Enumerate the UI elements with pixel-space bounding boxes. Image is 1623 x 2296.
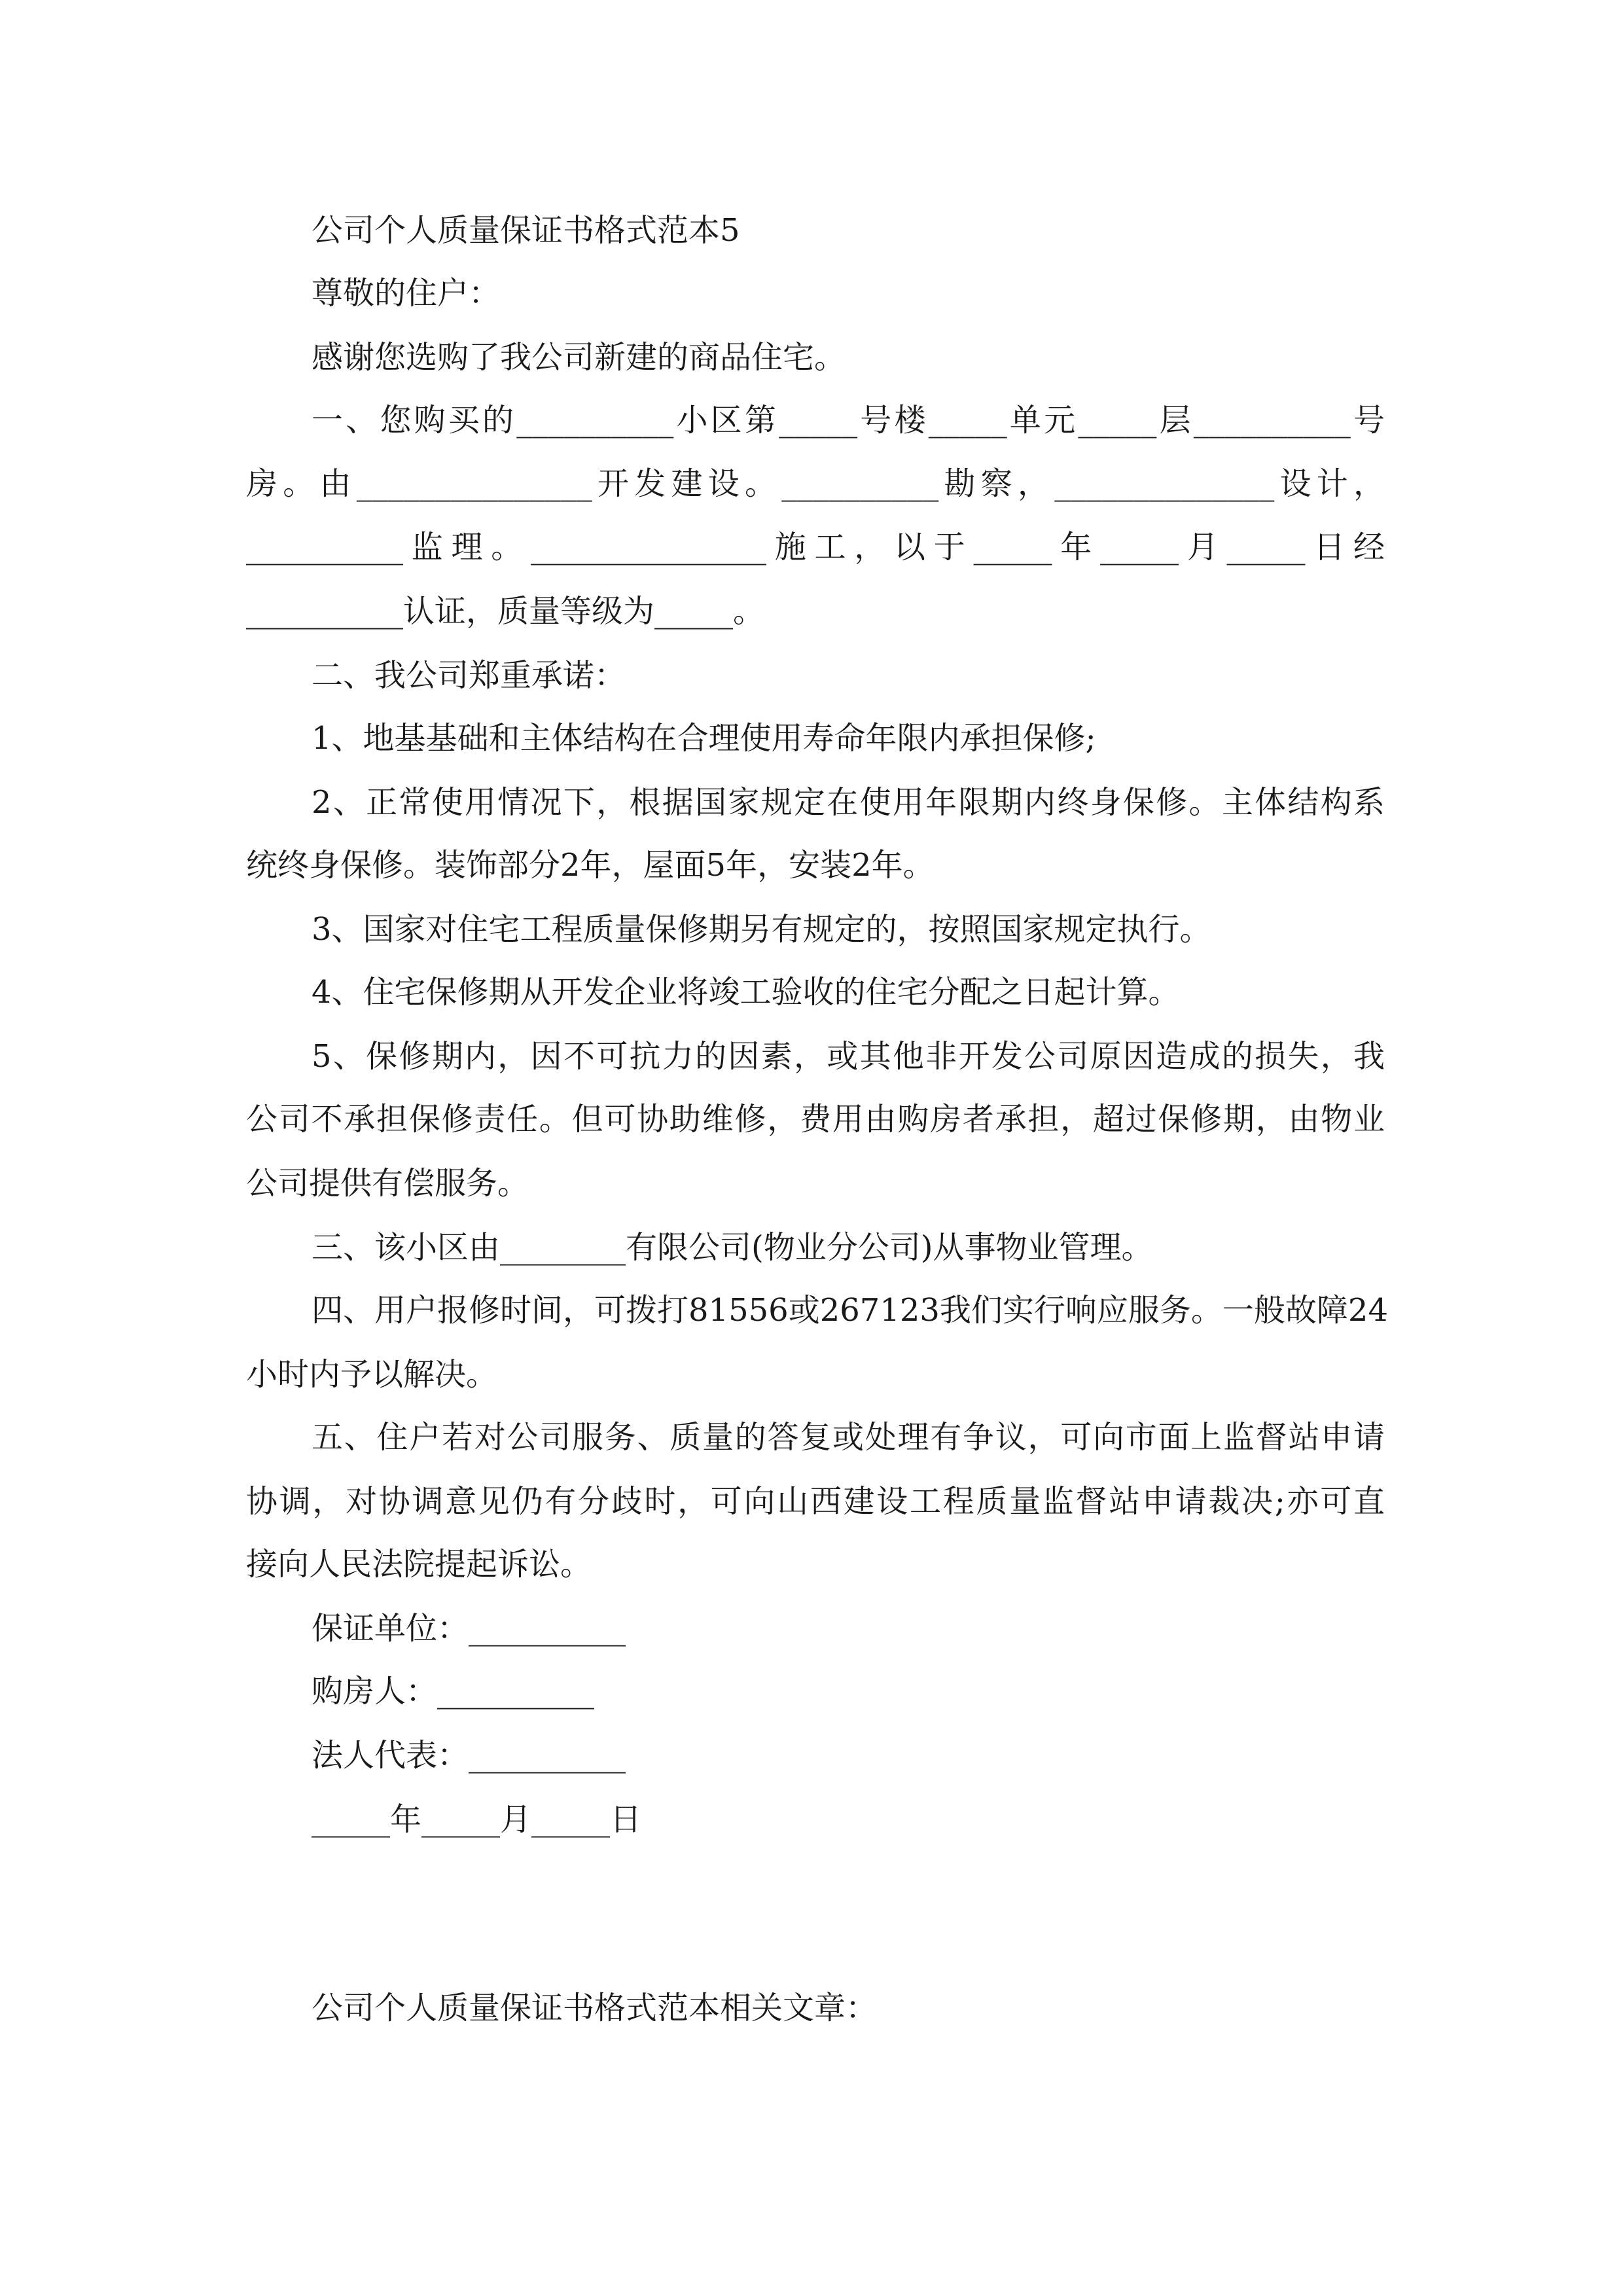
section4-line1: 四、用户报修时间，可拨打81556或267123我们实行响应服务。一般故障24 [312, 1292, 1389, 1329]
date-line: _____年_____月_____日 [312, 1801, 642, 1838]
commitment-5-line2: 公司不承担保修责任。但可协助维修，费用由购房者承担，超过保修期，由物业 [246, 1101, 1385, 1138]
guarantor-signature-line: 保证单位：__________ [312, 1610, 626, 1647]
buyer-signature-line: 购房人：__________ [312, 1673, 595, 1710]
section1-line3: __________监理。_______________施工，以于_____年_____月_____日经 [246, 529, 1385, 565]
commitment-3: 3、国家对住宅工程质量保修期另有规定的，按照国家规定执行。 [312, 911, 1211, 948]
section2-heading: 二、我公司郑重承诺： [312, 657, 626, 694]
commitment-2-line2: 统终身保修。装饰部分2年，屋面5年，安装2年。 [246, 847, 935, 884]
commitment-4: 4、住宅保修期从开发企业将竣工验收的住宅分配之日起计算。 [312, 974, 1180, 1011]
section3-paragraph: 三、该小区由________有限公司(物业分公司)从事物业管理。 [312, 1229, 1153, 1266]
section1-line2: 房。由_______________开发建设。__________勘察，______________设计， [246, 465, 1385, 502]
commitment-2-line1: 2、正常使用情况下，根据国家规定在使用年限期内终身保修。主体结构系 [312, 784, 1385, 821]
document-title: 公司个人质量保证书格式范本5 [312, 212, 740, 249]
section5-line2: 协调，对协调意见仍有分歧时，可向山西建设工程质量监督站申请裁决;亦可直 [246, 1483, 1385, 1520]
legal-rep-signature-line: 法人代表：__________ [312, 1737, 626, 1774]
commitment-1: 1、地基基础和主体结构在合理使用寿命年限内承担保修; [312, 720, 1096, 757]
section1-line4: __________认证，质量等级为_____。 [246, 593, 765, 630]
section5-line1: 五、住户若对公司服务、质量的答复或处理有争议，可向市面上监督站申请 [312, 1419, 1385, 1456]
section4-line2: 小时内予以解决。 [246, 1356, 498, 1393]
commitment-5-line3: 公司提供有偿服务。 [246, 1165, 529, 1202]
section1-line1: 一、您购买的__________小区第_____号楼_____单元_____层__________号 [312, 402, 1385, 439]
section5-line3: 接向人民法院提起诉讼。 [246, 1546, 592, 1583]
salutation: 尊敬的住户： [312, 275, 501, 312]
commitment-5-line1: 5、保修期内，因不可抗力的因素，或其他非开发公司原因造成的损失，我 [312, 1038, 1385, 1075]
intro-paragraph: 感谢您选购了我公司新建的商品住宅。 [312, 339, 846, 376]
related-articles-heading: 公司个人质量保证书格式范本相关文章： [312, 1990, 878, 2026]
